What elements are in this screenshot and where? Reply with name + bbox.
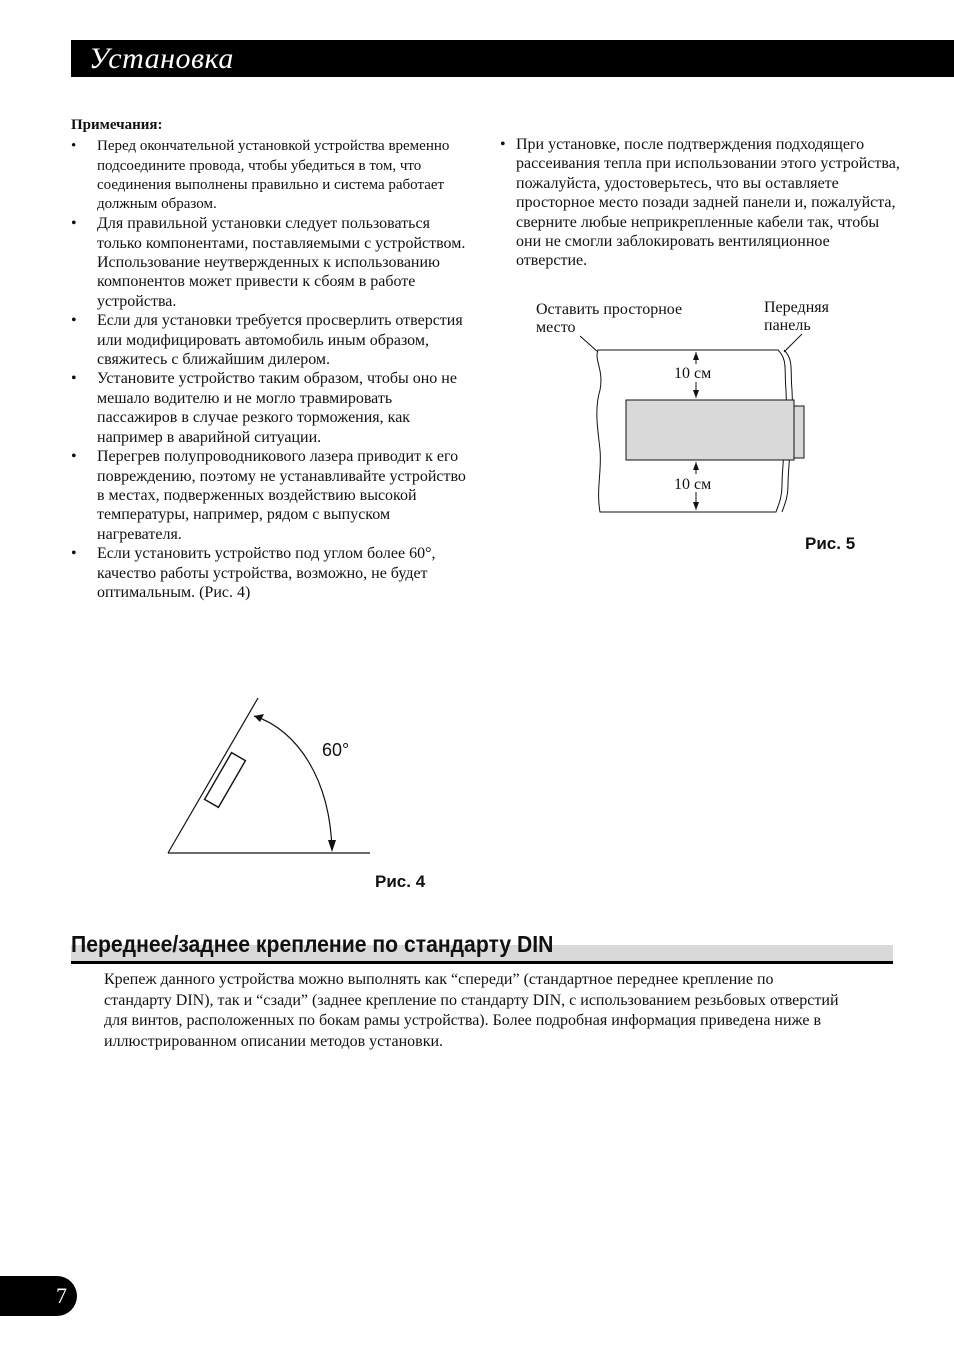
notes-list xyxy=(71,137,471,602)
fig5-leader-front xyxy=(784,334,802,352)
fig5-label-front xyxy=(764,299,833,334)
fig5-caption: Рис. 5 xyxy=(805,534,856,553)
fig5-label-space-line1: Оставить просторное xyxy=(536,301,683,318)
fig5-label-space xyxy=(536,301,686,336)
fig5-label-front-line2: панель xyxy=(764,317,811,334)
page-number-tab xyxy=(0,1276,77,1316)
fig4-arrowhead-bottom xyxy=(328,840,336,852)
section-heading xyxy=(71,928,893,962)
note-item: • Перед окончательной установкой устройства временно подсоедините провода, чтобы убедиться в том, что соединения выполнены правильно и система работает должным образом. xyxy=(71,137,471,214)
section-heading-rule xyxy=(71,961,893,964)
note-item: • Установите устройство таким образом, чтобы оно не мешало водителю и не могло травмировать пассажиров в случае резкого торможения, как например в аварийной ситуации. xyxy=(71,369,471,447)
fig4-angle-label: 60° xyxy=(322,740,350,760)
fig5-gap-top: 10 см xyxy=(674,365,712,382)
page-title-bar xyxy=(71,40,954,77)
fig4-caption: Рис. 4 xyxy=(375,872,426,891)
fig5-leader-space xyxy=(580,336,598,352)
fig4-arrowhead-top xyxy=(254,714,264,722)
page-number: 7 xyxy=(56,1283,67,1308)
note-item: • Для правильной установки следует пользоваться только компонентами, поставляемыми с устройством. Использование неутвержденных к использованию компонентов может привести к сбоям в работе устройства. xyxy=(71,214,471,311)
notes-column xyxy=(71,116,471,602)
fig4-slope-line xyxy=(168,698,258,853)
page-title: Установка xyxy=(89,42,234,75)
note-item: • Перегрев полупроводникового лазера приводит к его повреждению, поэтому не устанавливайте устройство в местах, подверженных воздействию высокой температуры, например, рядом с выпуском нагревателя. xyxy=(71,447,471,544)
fig5-gap-bottom: 10 см xyxy=(674,476,712,493)
fig5-unit-faceplate xyxy=(794,406,804,458)
right-note xyxy=(500,135,900,271)
notes-heading: Примечания: xyxy=(71,117,163,133)
bullet-dot: • xyxy=(500,136,506,153)
right-note-text: При установке, после подтверждения подходящего рассеивания тепла при использовании этого устройства, пожалуйста, удостоверьтесь, что вы оставляете просторное место позади задней панели и, пожалуйста, сверните любые неприкрепленные кабели так, чтобы они не смогли заблокировать вентиляционное отверстие. xyxy=(516,136,900,270)
fig5-unit-body xyxy=(626,400,794,460)
fig4-angle-arc xyxy=(254,716,332,850)
fig5-label-space-line2: место xyxy=(536,319,576,336)
section-body: Крепеж данного устройства можно выполнять как “спереди” (стандартное переднее крепление по стандарту DIN), так и “сзади” (заднее крепление по стандарту DIN, с использованием резьбовых отверстий для винтов, расположенных по бокам рамы устройства). Более подробная информация приведена ниже в иллюстрированном описании методов установки. xyxy=(104,971,839,1050)
note-item: • Если для установки требуется просверлить отверстия или модифицировать автомобиль иным образом, свяжитесь с ближайшим дилером. xyxy=(71,311,471,369)
note-item: • Если установить устройство под углом более 60°, качество работы устройства, возможно, не будет оптимальным. (Рис. 4) xyxy=(71,544,471,602)
fig5-label-front-line1: Передняя xyxy=(764,299,829,316)
section-title: Переднее/заднее крепление по стандарту DIN xyxy=(71,931,554,957)
figure-4-diagram xyxy=(160,690,380,865)
figure-5-diagram xyxy=(520,290,850,530)
right-note-item xyxy=(500,135,900,271)
